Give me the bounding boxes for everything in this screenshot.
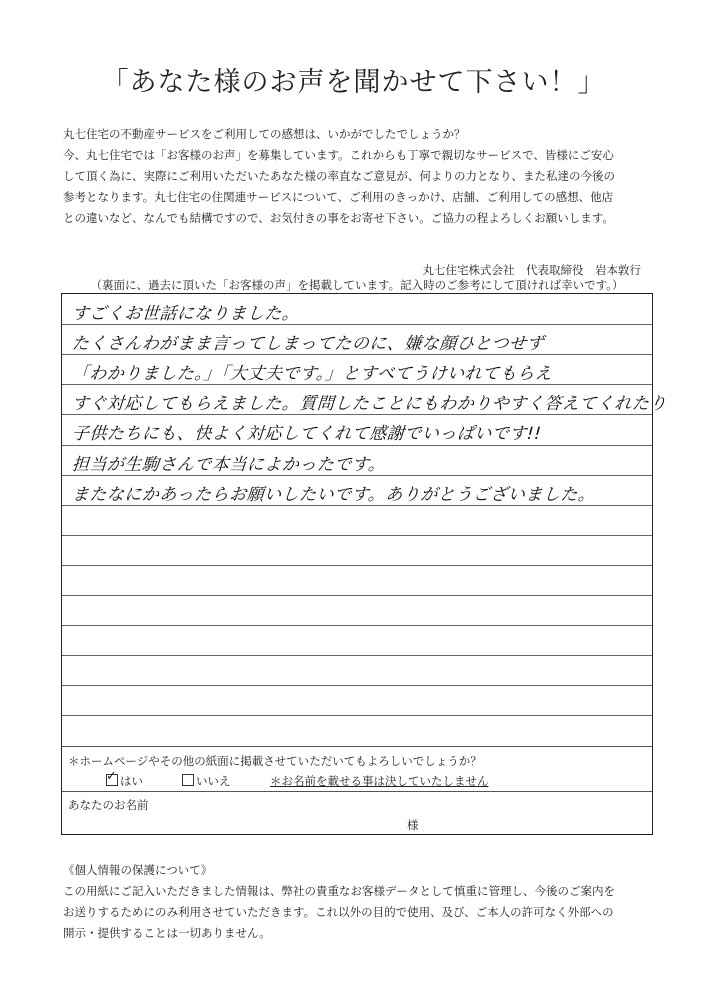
handwritten-comment-line: 担当が生駒さんで本当によかったです。 (71, 454, 387, 475)
consent-question: ＊ホームページやその他の紙面に掲載させていただいてもよろしいでしょうか？ (68, 754, 482, 768)
handwritten-comment-line: 子供たちにも、快よく対応してくれて感謝でいっぱいです!! (71, 424, 543, 445)
intro-line: して頂く為に、実際にご利用いただいたあなた様の率直なご意見が、何よりの力となり、また私達の今後の (63, 169, 615, 183)
ruled-line (62, 595, 652, 596)
name-not-published-notice: ＊お名前を載せる事は決していたしません (270, 774, 489, 788)
ruled-line (62, 445, 652, 446)
consent-section (62, 746, 652, 792)
comment-form-box (61, 293, 668, 835)
consent-yes-option[interactable] (106, 773, 143, 789)
privacy-line: この用紙にご記入いただきました情報は、弊社の貴重なお客様データとして慎重に管理し、今後のご案内を (63, 884, 615, 898)
privacy-line: お送りするためにのみ利用させていただきます。これ以外の目的で使用、及び、ご本人の許可なく外部への (63, 905, 614, 919)
name-section (62, 792, 652, 834)
no-label: いいえ (196, 774, 231, 788)
yes-label: はい (120, 774, 143, 788)
intro-line: 今、丸七住宅では「お客様のお声」を募集しています。これからも丁寧で親切なサービスで、皆様にご安心 (63, 148, 614, 162)
intro-line: との違いなど、なんでも結構ですので、お気付きの事をお寄せ下さい。ご協力の程よろしくお願いします。 (63, 211, 614, 225)
reference-note: （裏面に、過去に頂いた「お客様の声」を掲載しています。記入時のご参考にして頂ければ幸いです。） (90, 278, 624, 292)
ruled-line (62, 685, 652, 686)
no-checkbox[interactable] (182, 774, 194, 786)
handwritten-comment-line: 「わかりました。」「大丈夫です。」とすべてうけいれてもらえ (71, 364, 553, 385)
privacy-line: 開示・提供することは一切ありません。 (63, 926, 271, 940)
page-title: 「あなた様のお声を聞かせて下さい！」 (101, 67, 606, 98)
ruled-line (62, 324, 652, 325)
ruled-line (62, 384, 652, 385)
handwritten-comment-line: すぐ対応してもらえました。質問したことにもわかりやすく答えてくれたり (71, 394, 668, 415)
intro-line: 参考となります。丸七住宅の住関連サービスについて、ご利用のきっかけ、店舗、ご利用しての感想、他店 (63, 190, 614, 204)
ruled-line (62, 625, 652, 626)
handwritten-comment-line: たくさんわがまま言ってしまってたのに、嫌な顔ひとつせず (71, 334, 545, 355)
intro-text (63, 124, 663, 277)
signature: 丸七住宅株式会社 代表取締役 岩本敦行 (422, 263, 641, 277)
comment-lines-area (62, 294, 668, 746)
ruled-line (62, 414, 652, 415)
ruled-line (62, 715, 652, 716)
yes-checkbox[interactable] (106, 774, 118, 786)
name-label: あなたのお名前 (68, 798, 149, 812)
privacy-section (63, 860, 663, 944)
consent-no-option[interactable] (182, 773, 231, 789)
intro-line: 丸七住宅の不動産サービスをご利用しての感想は、いかがでしたでしょうか？ (63, 127, 466, 141)
handwritten-comment-line: またなにかあったらお願いしたいです。ありがとうございました。 (71, 484, 596, 505)
handwritten-comment-line: すごくお世話になりました。 (71, 304, 301, 324)
name-suffix: 様 (407, 818, 419, 832)
privacy-heading: 《個人情報の保護について》 (63, 863, 213, 877)
ruled-line (62, 565, 652, 566)
ruled-line (62, 655, 652, 656)
ruled-line (62, 535, 652, 536)
ruled-line (62, 354, 652, 355)
